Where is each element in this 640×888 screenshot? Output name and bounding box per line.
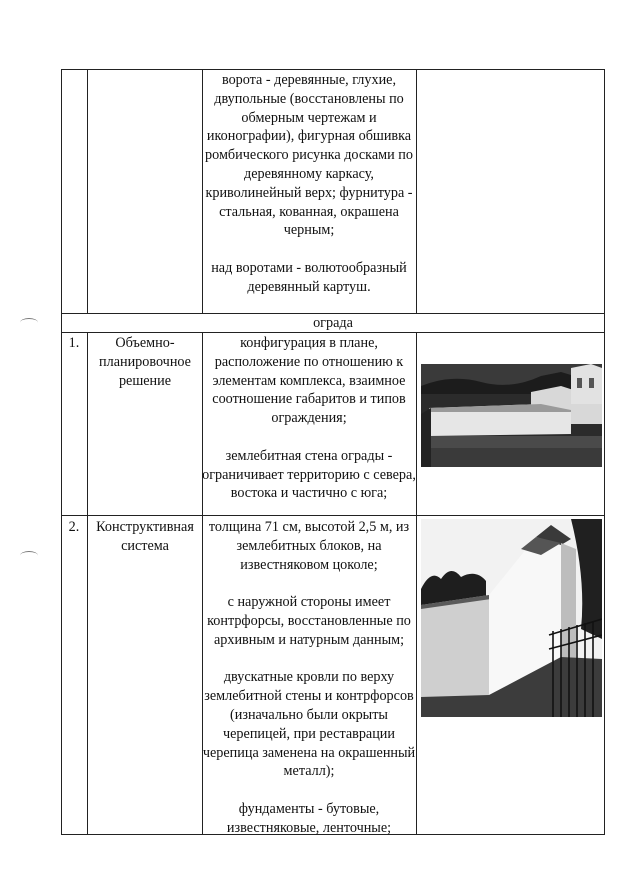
column-divider-3 [416, 69, 417, 313]
table-row-line [61, 515, 605, 516]
text-line: черепицей, при реставрации [223, 725, 395, 742]
row-number: 2. [68, 519, 80, 535]
text-line: элементам комплекса, взаимное [212, 372, 406, 389]
section-header: ограда [313, 315, 353, 331]
text-line: соотношение габаритов и типов [212, 391, 406, 408]
text-line: фундаменты - бутовые, [238, 800, 380, 817]
binding-mark [20, 318, 38, 327]
text-line: землебитных блоков, на [236, 537, 382, 554]
text-line [202, 781, 416, 800]
row-name [88, 334, 202, 390]
column-divider-1 [87, 332, 88, 835]
text-line: криволинейный верх; фурнитура - [205, 184, 413, 201]
text-line [202, 574, 416, 593]
text-line: ромбического рисунка досками по [205, 147, 413, 164]
text-line: деревянному каркасу, [244, 165, 374, 182]
text-line: расположение по отношению к [214, 353, 404, 370]
text-line [202, 650, 416, 669]
table-border-left [61, 69, 62, 835]
gate-description [202, 71, 416, 297]
text-line: ограничивает территорию с севера, [202, 466, 416, 483]
text-line: ограждения; [271, 410, 347, 427]
text-line: решение [118, 372, 172, 389]
table-border-right [604, 69, 605, 835]
text-line: ворота - деревянные, глухие, [221, 72, 397, 88]
text-line: конфигурация в плане, [240, 335, 378, 351]
text-line: обмерным чертежам и [241, 109, 377, 126]
text-line: толщина 71 см, высотой 2,5 м, из [208, 519, 410, 535]
text-line: востока и частично с юга; [230, 485, 388, 502]
table-row-line [61, 69, 605, 70]
buttress-photo [421, 519, 602, 717]
text-line: иконографии), фигурная обшивка [206, 128, 412, 145]
text-line: стальная, кованная, окрашена [219, 203, 399, 220]
text-line: черным; [283, 222, 335, 239]
text-line: землебитной стены и контрфорсов [204, 688, 414, 705]
text-line: двупольные (восстановлены по [214, 90, 404, 107]
row-name [88, 518, 202, 556]
text-line: с наружной стороны имеет [227, 594, 391, 611]
wall-photo [421, 364, 602, 467]
wall-photo-image [421, 364, 602, 467]
column-divider-3 [416, 332, 417, 835]
text-line: (изначально были окрыты [230, 706, 388, 723]
row-number: 1. [68, 335, 80, 351]
text-line: двускатные кровли по верху [223, 669, 395, 686]
buttress-photo-image [421, 519, 602, 717]
text-line [202, 240, 416, 259]
text-line [202, 428, 416, 447]
text-line: черепица заменена на окрашенный [202, 744, 416, 761]
text-line: архивным и натурным данным; [213, 631, 405, 648]
text-line: Конструктивная [96, 519, 194, 535]
text-line: контрфорсы, восстановленные по [207, 612, 411, 629]
text-line: деревянный картуш. [247, 278, 371, 295]
row-description [202, 518, 416, 838]
text-line: металл); [283, 763, 335, 780]
column-divider-1 [87, 69, 88, 313]
text-line: известняковые, ленточные; [226, 819, 392, 836]
text-line: Объемно- [115, 335, 175, 351]
binding-mark [20, 551, 38, 560]
text-line: планировочное [99, 353, 191, 370]
text-line: землебитная стена ограды - [225, 447, 393, 464]
row-description [202, 334, 416, 503]
text-line: известняковом цоколе; [240, 556, 378, 573]
text-line: система [121, 537, 169, 554]
text-line: над воротами - волютообразный [211, 259, 407, 276]
